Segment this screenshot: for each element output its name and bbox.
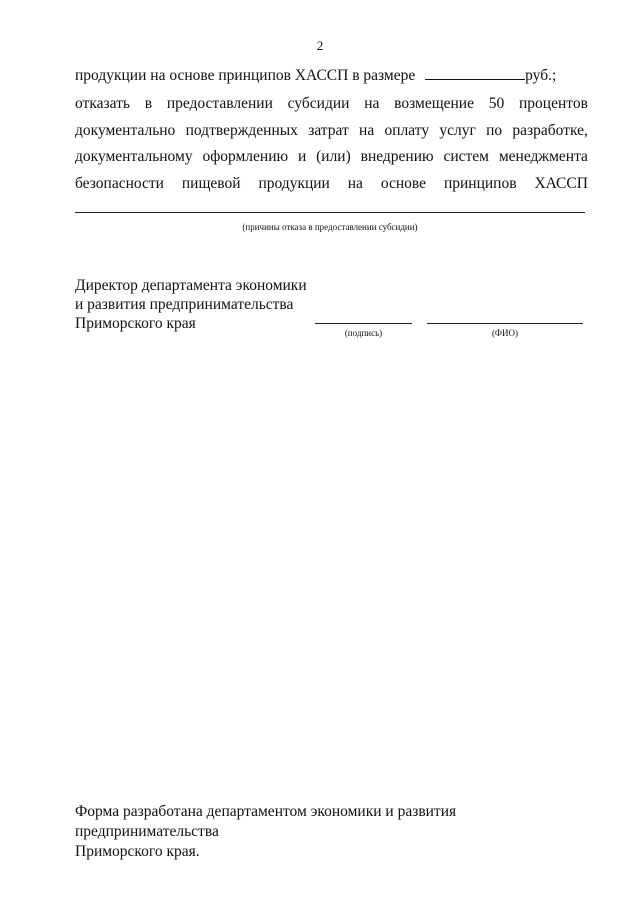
body-line-3 — [75, 121, 588, 141]
word: принципов — [443, 175, 517, 192]
word: по — [486, 122, 503, 139]
footer-line-2: Приморского края. — [75, 843, 200, 860]
name-caption: (ФИО) — [491, 328, 519, 338]
word: подтвержденных — [185, 122, 298, 139]
word: продукции — [258, 175, 330, 192]
word: (или) — [316, 148, 351, 165]
body-line-2 — [75, 94, 588, 114]
word: безопасности — [75, 175, 164, 192]
word: документально — [75, 122, 176, 139]
refusal-caption: (причины отказа в предоставлении субсидии) — [242, 222, 418, 232]
word: услуг — [439, 122, 476, 139]
signature-title-line-2: и развития предпринимательства — [75, 296, 294, 313]
word: затрат — [308, 122, 349, 139]
word: возмещение — [394, 95, 474, 112]
signature-caption: (подпись) — [344, 328, 383, 338]
word: предоставлении — [166, 95, 273, 112]
word: менеджмента — [498, 148, 588, 165]
word: процентов — [519, 95, 588, 112]
word: на — [364, 95, 380, 112]
signature-title-line-3: Приморского края — [75, 315, 196, 332]
signature-line — [315, 323, 412, 324]
word: систем — [443, 148, 489, 165]
footer-line-1: Форма разработана департаментом экономики и развития предпринимательства — [75, 803, 457, 840]
body-line-4 — [75, 147, 588, 167]
refusal-reason-line — [75, 212, 585, 213]
word: на — [347, 175, 363, 192]
form-footer — [75, 802, 595, 862]
word: отказать — [75, 95, 130, 112]
word: субсидии — [287, 95, 350, 112]
word: основе — [380, 175, 427, 192]
word: 50 — [488, 95, 505, 112]
word: внедрению — [360, 148, 434, 165]
signature-title-line-1: Директор департамента экономики — [75, 277, 307, 294]
word: и — [297, 148, 307, 165]
amount-blank — [425, 65, 525, 80]
word: разработке, — [512, 122, 588, 139]
page-number: 2 — [316, 38, 324, 53]
word: пищевой — [181, 175, 241, 192]
body-line-5 — [75, 174, 588, 194]
body-line-1 — [75, 65, 588, 86]
currency-suffix: руб.; — [525, 67, 557, 84]
body-line-1-text: продукции на основе принципов ХАССП в размере — [75, 67, 416, 84]
name-line — [427, 323, 583, 324]
word: оформлению — [202, 148, 289, 165]
word: ХАССП — [534, 175, 588, 192]
word: документальному — [75, 148, 193, 165]
signature-title — [75, 276, 307, 333]
word: оплату — [384, 122, 430, 139]
word: в — [144, 95, 153, 112]
word: на — [359, 122, 375, 139]
